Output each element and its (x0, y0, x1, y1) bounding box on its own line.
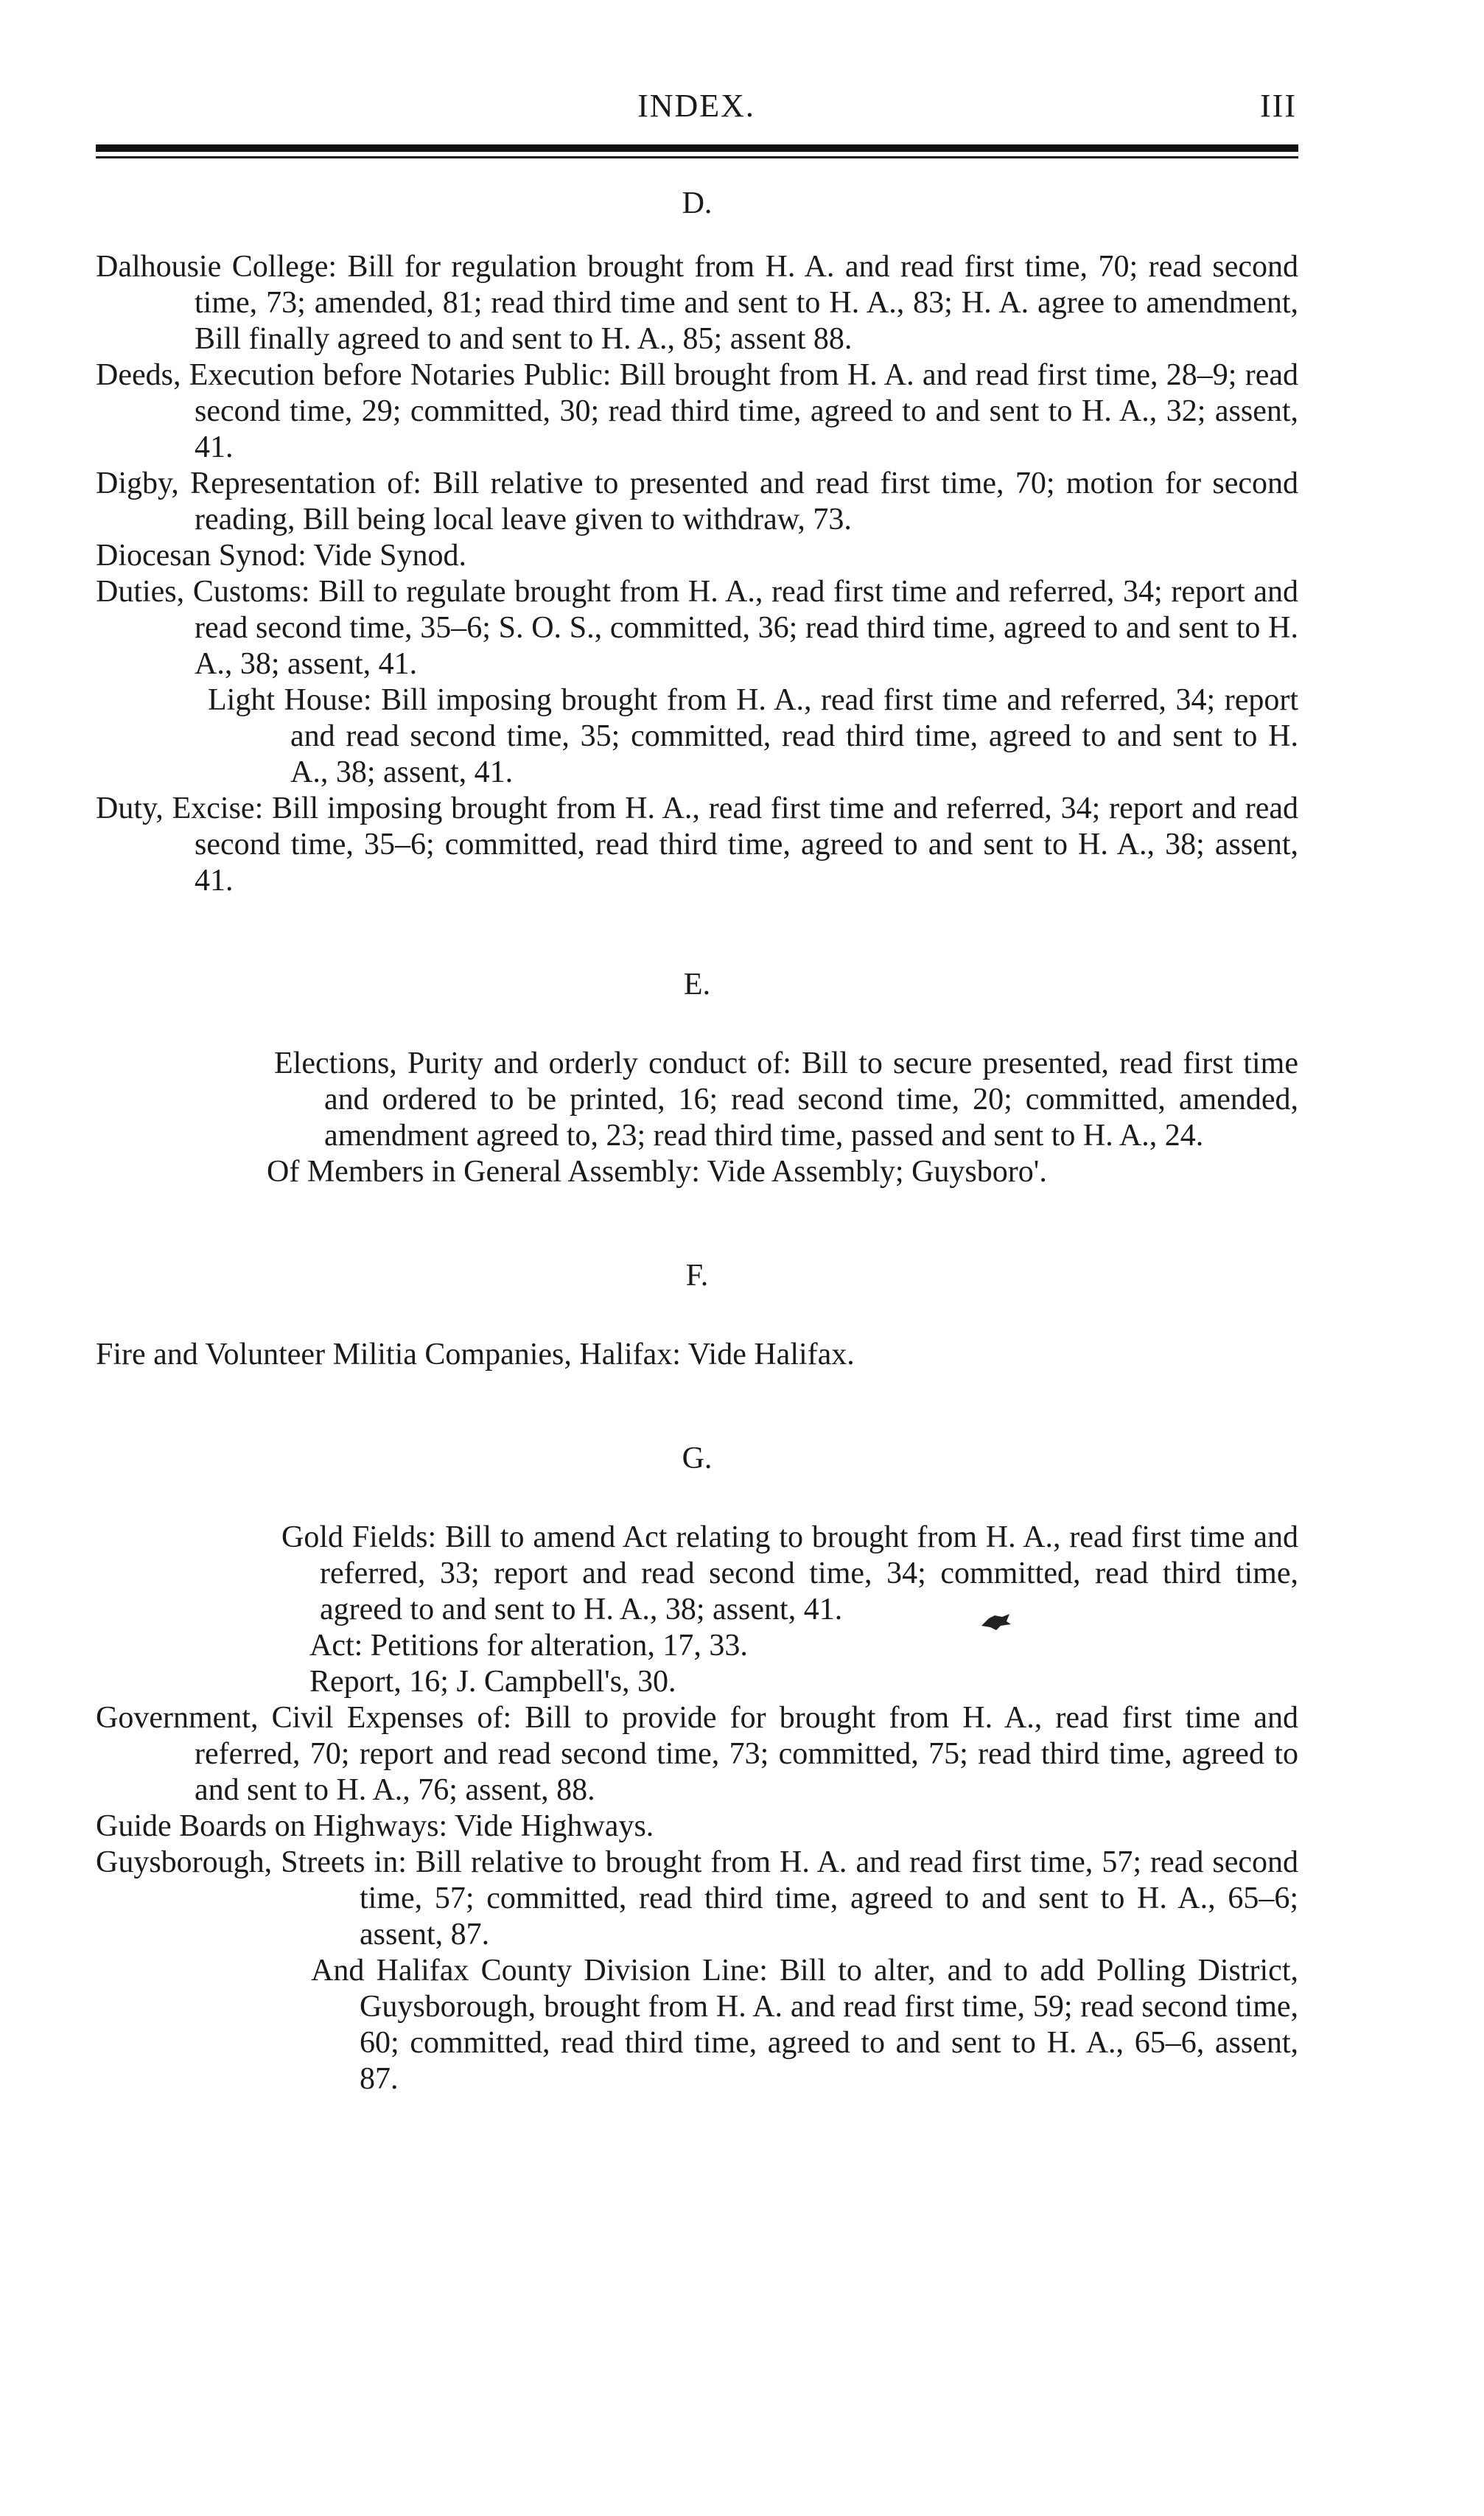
section-heading-g: G. (682, 1442, 713, 1475)
index-entry-deeds: Deeds, Execution before Notaries Public: Bill brought from H. A. and read first time, 28–9; read second time, 29; committed, 30; read third time, agreed to and sent to H. A., 32; assent, 41. (96, 358, 1298, 464)
page-number: III (1260, 88, 1297, 124)
section-heading-f: F. (685, 1259, 709, 1293)
index-subentry-halifax-county-division: And Halifax County Division Line: Bill to alter, and to add Polling District, Guysborough, brought from H. A. and read first time, 59; read second time, 60; committed, read third time, agreed to and sent to H. A., 65–6, assent, 87. (311, 1954, 1298, 2096)
header-rule-thick (96, 144, 1298, 152)
index-entry-digby: Digby, Representation of: Bill relative to presented and read first time, 70; motion for second reading, Bill being local leave given to withdraw, 73. (96, 466, 1298, 537)
index-subentry-of-members: Of Members in General Assembly: Vide Assembly; Guysboro'. (267, 1155, 1047, 1189)
index-content (96, 184, 1298, 2097)
running-head (96, 87, 1297, 131)
index-entry-elections: Elections, Purity and orderly conduct of: Bill to secure presented, read first time and ordered to be printed, 16; read second time, 20; committed, amended, amendment agreed to, 23; read third time, passed and sent to H. A., 24. (274, 1046, 1298, 1153)
index-entry-diocesan-synod: Diocesan Synod: Vide Synod. (96, 539, 467, 573)
section-heading-d: D. (682, 186, 713, 220)
index-entry-duties-customs: Duties, Customs: Bill to regulate brought from H. A., read first time and referred, 34; report and read second time, 35–6; S. O. S., committed, 36; read third time, agreed to and sent to H. A., 38; assent, 41. (96, 575, 1298, 681)
index-subentry-gold-fields-report: Report, 16; J. Campbell's, 30. (309, 1665, 676, 1699)
header-rule-thin (96, 156, 1298, 158)
index-entry-guysborough-streets: Guysborough, Streets in: Bill relative to brought from H. A. and read first time, 57; read second time, 57; committed, read third time, agreed to and sent to H. A., 65–6; assent, 87. (96, 1845, 1298, 1951)
ink-blot-mark (980, 1612, 1012, 1632)
index-subentry-gold-fields-act: Act: Petitions for alteration, 17, 33. (309, 1629, 748, 1663)
section-heading-e: E. (683, 968, 711, 1002)
page-title: INDEX. (637, 88, 755, 124)
index-entry-government-civil-expenses: Government, Civil Expenses of: Bill to provide for brought from H. A., read first time and referred, 70; report and read second time, 73; committed, 75; read third time, agreed to and sent to H. A., 76; assent, 88. (96, 1701, 1298, 1807)
index-entry-fire-volunteer: Fire and Volunteer Militia Companies, Halifax: Vide Halifax. (96, 1338, 855, 1371)
index-subentry-light-house: Light House: Bill imposing brought from H. A., read first time and referred, 34; report and read second time, 35; committed, read third time, agreed to and sent to H. A., 38; assent, 41. (208, 683, 1298, 789)
index-entry-duty-excise: Duty, Excise: Bill imposing brought from H. A., read first time and referred, 34; report and read second time, 35–6; committed, read third time, agreed to and sent to H. A., 38; assent, 41. (96, 792, 1298, 898)
index-entry-guide-boards: Guide Boards on Highways: Vide Highways. (96, 1809, 654, 1843)
index-entry-dalhousie-college: Dalhousie College: Bill for regulation brought from H. A. and read first time, 70; read second time, 73; amended, 81; read third time and sent to H. A., 83; H. A. agree to amendment, Bill finally agreed to and sent to H. A., 85; assent 88. (96, 250, 1298, 356)
index-entry-gold-fields: Gold Fields: Bill to amend Act relating to brought from H. A., read first time and referred, 33; report and read second time, 34; committed, read third time, agreed to and sent to H. A., 38; assent, 41. (281, 1520, 1298, 1626)
